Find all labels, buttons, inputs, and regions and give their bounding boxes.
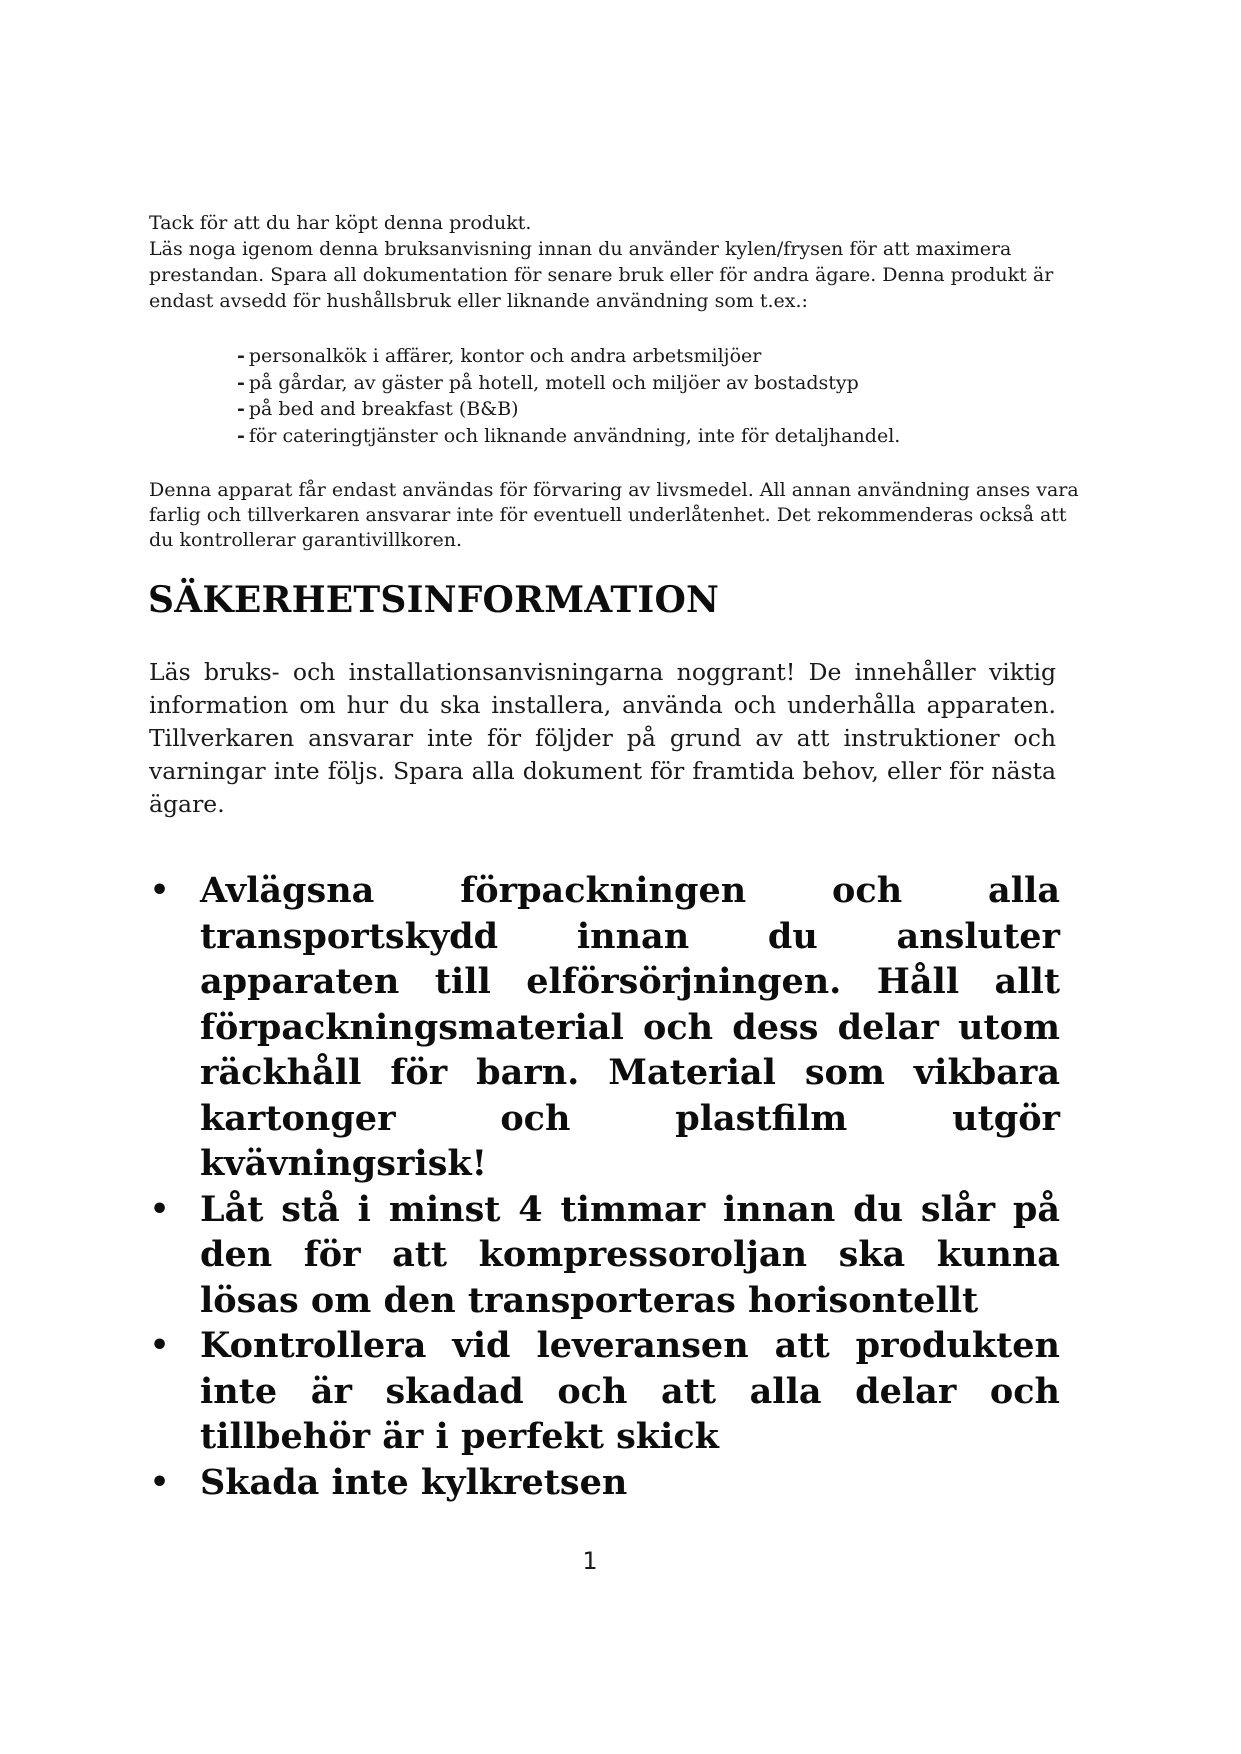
bullet-icon: • <box>150 873 170 908</box>
bullet-icon: • <box>150 1464 170 1500</box>
intended-use-list <box>237 343 1037 449</box>
warning-item: • Skada inte kylkretsen <box>150 1460 1060 1506</box>
section-title: SÄKERHETSINFORMATION <box>148 579 720 621</box>
intro-block <box>149 210 1079 314</box>
safety-warning-list <box>150 868 1060 1505</box>
bullet-icon: • <box>150 1328 170 1363</box>
list-item: - personalkök i affärer, kontor och andra arbetsmiljöer <box>237 345 762 367</box>
list-item: - på gårdar, av gäster på hotell, motell och miljöer av bostadstyp <box>237 371 859 394</box>
safety-intro-paragraph: Läs bruks- och installationsanvisningarna noggrant! De innehåller viktig information om hur du ska installera, använda och underhålla apparaten. Tillverkaren ansvarar inte för följder på grund av att instruktioner och varningar inte följs. Spara alla dokument för framtida behov, eller för nästa ägare. <box>149 658 1056 818</box>
warning-item: • Kontrollera vid leveransen att produkten inte är skadad och att alla delar och tillbehör är i perfekt skick <box>150 1325 1060 1457</box>
bullet-icon: • <box>150 1191 170 1227</box>
list-item: - för cateringtjänster och liknande användning, inte för detaljhandel. <box>237 424 901 447</box>
intro-thanks: Tack för att du har köpt denna produkt. <box>149 212 532 234</box>
warning-item: • Avlägsna förpackningen och alla transportskydd innan du ansluter apparaten till elförsörjningen. Håll allt förpackningsmaterial och dess delar utom räckhåll för barn. Material som vikbara kartonger och plastfilm utgör kvävningsrisk! <box>150 870 1060 1184</box>
page-number: 1 <box>582 1547 598 1575</box>
warning-item: • Låt stå i minst 4 timmar innan du slår på den för att kompressoroljan ska kunna lösas om den transporteras horisontellt <box>150 1188 1060 1321</box>
usage-disclaimer: Denna apparat får endast användas för förvaring av livsmedel. All annan användning anses vara farlig och tillverkaren ansvarar inte för eventuell underlåtenhet. Det rekommenderas också att du kontrollerar garantivillkoren. <box>149 479 1079 551</box>
list-item: - på bed and breakfast (B&B) <box>237 398 519 420</box>
intro-paragraph: Läs noga igenom denna bruksanvisning innan du använder kylen/frysen för att maximera prestandan. Spara all dokumentation för senare bruk eller för andra ägare. Denna produkt är endast avsedd för hushållsbruk eller liknande användning som t.ex.: <box>149 238 1054 312</box>
